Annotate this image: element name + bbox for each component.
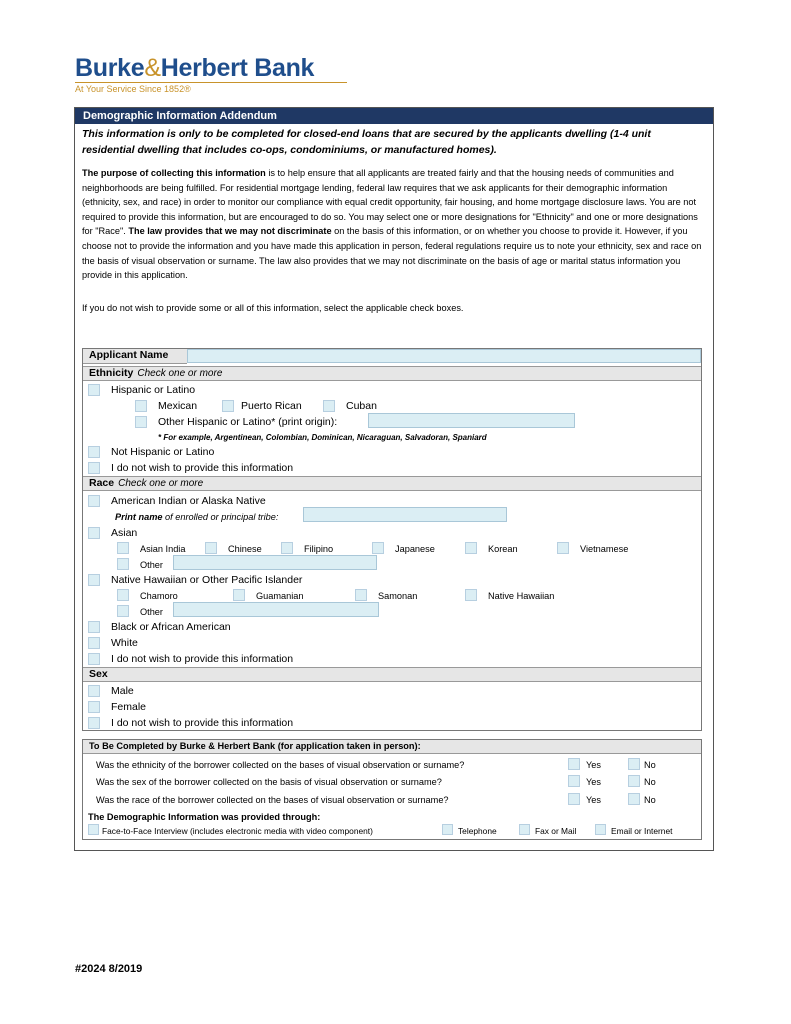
applicant-name-input[interactable] <box>187 349 701 363</box>
pacific-other-label: Other <box>140 607 163 617</box>
chamoro-label: Chamoro <box>140 591 178 601</box>
samonan-label: Samonan <box>378 591 418 601</box>
logo-tagline: At Your Service Since 1852® <box>75 84 191 94</box>
sex-decline-checkbox[interactable] <box>88 717 100 729</box>
tribe-prompt-bold: Print name <box>115 512 163 522</box>
vietnamese-checkbox[interactable] <box>557 542 569 554</box>
sex-title: Sex <box>89 668 108 680</box>
race-header <box>83 476 701 491</box>
q1-yes-checkbox[interactable] <box>568 758 580 770</box>
q3-no-label: No <box>644 795 656 805</box>
logo-name-part2: Herbert Bank <box>160 54 315 82</box>
white-label: White <box>111 637 138 649</box>
provided-through-label: The Demographic Information was provided through: <box>88 812 321 822</box>
cuban-label: Cuban <box>346 400 377 412</box>
ethnicity-decline-checkbox[interactable] <box>88 462 100 474</box>
japanese-checkbox[interactable] <box>372 542 384 554</box>
question-sex: Was the sex of the borrower collected on the basis of visual observation or surname? <box>96 777 442 787</box>
q2-yes-label: Yes <box>586 777 601 787</box>
american-indian-checkbox[interactable] <box>88 495 100 507</box>
email-internet-checkbox[interactable] <box>595 824 606 835</box>
ethnicity-hint: Check one or more <box>137 368 223 379</box>
guamanian-label: Guamanian <box>256 591 304 601</box>
q1-yes-label: Yes <box>586 760 601 770</box>
purpose-lead: The purpose of collecting this information <box>82 168 266 178</box>
black-label: Black or African American <box>111 621 231 633</box>
q2-no-checkbox[interactable] <box>628 775 640 787</box>
face-to-face-label: Face-to-Face Interview (includes electronic media with video component) <box>102 826 373 836</box>
japanese-label: Japanese <box>395 544 435 554</box>
american-indian-label: American Indian or Alaska Native <box>111 495 266 507</box>
other-hispanic-input[interactable] <box>368 413 575 428</box>
applicant-name-label: Applicant Name <box>83 349 187 364</box>
mexican-label: Mexican <box>158 400 198 412</box>
question-ethnicity: Was the ethnicity of the borrower collected on the bases of visual observation or surname? <box>96 760 465 770</box>
male-checkbox[interactable] <box>88 685 100 697</box>
logo-name-part1: Burke <box>75 54 145 82</box>
bank-section-title: To Be Completed by Burke & Herbert Bank (for application taken in person): <box>83 740 701 754</box>
puerto-rican-checkbox[interactable] <box>222 400 234 412</box>
email-internet-label: Email or Internet <box>611 826 673 836</box>
face-to-face-checkbox[interactable] <box>88 824 99 835</box>
asian-other-label: Other <box>140 560 163 570</box>
native-hawaiian-label: Native Hawaiian <box>488 591 555 601</box>
purpose-paragraph <box>82 166 706 283</box>
filipino-label: Filipino <box>304 544 334 554</box>
fax-mail-label: Fax or Mail <box>535 826 577 836</box>
race-decline-checkbox[interactable] <box>88 653 100 665</box>
purpose-text-1: is to help ensure that all applicants are treated fairly and that the housing needs of communities and neighborhoods are being fulfilled. For residential mortgage lending, federal law requires that we ask applicants for their demographic information (ethnicity, sex, and race) in order to monitor our compliance with equal credit opportunity, fair housing, and home mortgage disclosure laws. You are not required to provide this information, but are encouraged to do so. You may select one or more designations for "Ethnicity" and one or more designations for "Race". <box>82 168 698 237</box>
mexican-checkbox[interactable] <box>135 400 147 412</box>
hispanic-label: Hispanic or Latino <box>111 384 196 396</box>
q1-no-label: No <box>644 760 656 770</box>
sex-decline-label: I do not wish to provide this information <box>111 717 294 729</box>
pacific-islander-label: Native Hawaiian or Other Pacific Islander <box>111 574 303 586</box>
other-hispanic-label: Other Hispanic or Latino* (print origin): <box>158 416 338 428</box>
race-decline-label: I do not wish to provide this information <box>111 653 294 665</box>
pacific-islander-checkbox[interactable] <box>88 574 100 586</box>
black-checkbox[interactable] <box>88 621 100 633</box>
asian-indian-label: Asian India <box>140 544 186 554</box>
form-note: This information is only to be completed for closed-end loans that are secured by the applicants dwelling (1-4 unit residential dwelling that includes co-ops, condominiums, or manufactured homes). <box>82 128 651 156</box>
samonan-checkbox[interactable] <box>355 589 367 601</box>
tribe-prompt-rest: of enrolled or principal tribe: <box>162 512 279 522</box>
male-label: Male <box>111 685 134 697</box>
korean-label: Korean <box>488 544 518 554</box>
not-hispanic-label: Not Hispanic or Latino <box>111 446 215 458</box>
logo-ampersand: & <box>144 54 161 82</box>
tribe-prompt <box>115 511 278 523</box>
chamoro-checkbox[interactable] <box>117 589 129 601</box>
logo-divider <box>75 82 347 83</box>
hispanic-checkbox[interactable] <box>88 384 100 396</box>
female-checkbox[interactable] <box>88 701 100 713</box>
cuban-checkbox[interactable] <box>323 400 335 412</box>
q3-yes-label: Yes <box>586 795 601 805</box>
q3-no-checkbox[interactable] <box>628 793 640 805</box>
puerto-rican-label: Puerto Rican <box>241 400 302 412</box>
asian-label: Asian <box>111 527 138 539</box>
pacific-other-input[interactable] <box>173 602 379 617</box>
question-race: Was the race of the borrower collected on the bases of visual observation or surname? <box>96 795 449 805</box>
asian-checkbox[interactable] <box>88 527 100 539</box>
ethnicity-title: Ethnicity <box>89 367 134 379</box>
filipino-checkbox[interactable] <box>281 542 293 554</box>
race-hint: Check one or more <box>118 478 204 489</box>
race-title: Race <box>89 477 115 489</box>
native-hawaiian-checkbox[interactable] <box>465 589 477 601</box>
guamanian-checkbox[interactable] <box>233 589 245 601</box>
vietnamese-label: Vietnamese <box>580 544 629 554</box>
sex-header <box>83 667 701 682</box>
form-number: #2024 8/2019 <box>75 963 143 975</box>
asian-other-input[interactable] <box>173 555 377 570</box>
tribe-input[interactable] <box>303 507 507 522</box>
purpose-text-2: on the basis of this information, or on whether you choose to provide it. However, if you choose not to provide the information and you have made this application in person, federal regulations require us to note your ethnicity, sex and race on the basis of visual observation or surname. The law also provides that we may not discriminate on the basis of age or marital status information you provide in this application. <box>82 226 702 281</box>
other-hispanic-checkbox[interactable] <box>135 416 147 428</box>
female-label: Female <box>111 701 147 713</box>
not-hispanic-checkbox[interactable] <box>88 446 100 458</box>
asian-other-checkbox[interactable] <box>117 558 129 570</box>
q3-yes-checkbox[interactable] <box>568 793 580 805</box>
q1-no-checkbox[interactable] <box>628 758 640 770</box>
q2-no-label: No <box>644 777 656 787</box>
white-checkbox[interactable] <box>88 637 100 649</box>
bank-logo <box>75 54 314 83</box>
form-title: Demographic Information Addendum <box>75 108 713 124</box>
instruction-text: If you do not wish to provide some or all of this information, select the applicable check boxes. <box>82 303 464 313</box>
ethnicity-header <box>83 366 701 381</box>
korean-checkbox[interactable] <box>465 542 477 554</box>
telephone-label: Telephone <box>458 826 497 836</box>
fax-mail-checkbox[interactable] <box>519 824 530 835</box>
purpose-bold: The law provides that we may not discriminate <box>128 226 332 237</box>
asian-indian-checkbox[interactable] <box>117 542 129 554</box>
ethnicity-example: * For example, Argentinean, Colombian, Dominican, Nicaraguan, Salvadoran, Spaniard <box>158 433 487 442</box>
q2-yes-checkbox[interactable] <box>568 775 580 787</box>
telephone-checkbox[interactable] <box>442 824 453 835</box>
chinese-checkbox[interactable] <box>205 542 217 554</box>
pacific-other-checkbox[interactable] <box>117 605 129 617</box>
ethnicity-decline-label: I do not wish to provide this information <box>111 462 294 474</box>
chinese-label: Chinese <box>228 544 262 554</box>
